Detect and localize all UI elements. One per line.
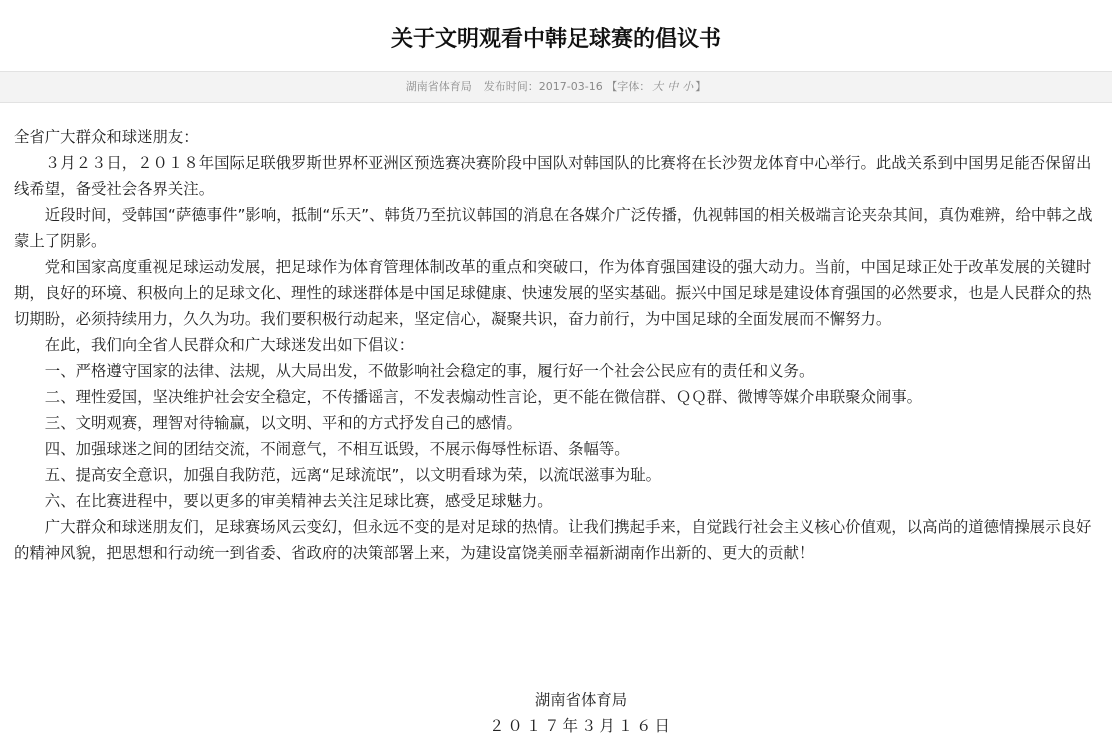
proposal-item: 五、提高安全意识，加强自我防范，远离“足球流氓”，以文明看球为荣，以流氓滋事为耻。 bbox=[44, 466, 661, 484]
font-size-control bbox=[606, 80, 706, 93]
proposal-item: 二、理性爱国，坚决维护社会安全稳定，不传播谣言，不发表煽动性言论，更不能在微信群、ＱＱ群、微博等媒介串联聚众闹事。 bbox=[44, 388, 923, 406]
article-meta-bar bbox=[0, 71, 1112, 103]
article-source: 湖南省体育局 bbox=[405, 80, 472, 93]
font-size-large-link[interactable]: 大 bbox=[652, 80, 664, 93]
article-title: 关于文明观看中韩足球赛的倡议书 bbox=[390, 25, 721, 52]
salutation: 全省广大群众和球迷朋友： bbox=[14, 128, 199, 146]
font-size-medium-link[interactable]: 中 bbox=[667, 80, 679, 93]
font-size-open-bracket: 【字体： bbox=[606, 80, 651, 93]
publish-date: 2017-03-16 bbox=[538, 80, 603, 93]
paragraph-policy: 党和国家高度重视足球运动发展，把足球作为体育管理体制改革的重点和突破口，作为体育强国建设的强大动力。当前，中国足球正处于改革发展的关键时期，良好的环境、积极向上的足球文化、理性的球迷群体是中国足球健康、快速发展的坚实基础。振兴中国足球是建设体育强国的必然要求，也是人民群众的热切期盼，必须持续用力，久久为功。我们要积极行动起来，坚定信心，凝聚共识，奋力前行，为中国足球的全面发展而不懈努力。 bbox=[14, 258, 1092, 328]
proposal-item: 三、文明观赛，理智对待输赢，以文明、平和的方式抒发自己的感情。 bbox=[44, 414, 522, 432]
signature-org: 湖南省体育局 bbox=[534, 691, 628, 709]
article-body bbox=[14, 124, 1098, 566]
font-size-small-link[interactable]: 小 bbox=[682, 80, 694, 93]
paragraph-closing: 广大群众和球迷朋友们，足球赛场风云变幻，但永远不变的是对足球的热情。让我们携起手来，自觉践行社会主义核心价值观，以高尚的道德情操展示良好的精神风貌，把思想和行动统一到省委、省政府的决策部署上来，为建设富饶美丽幸福新湖南作出新的、更大的贡献！ bbox=[14, 518, 1092, 562]
font-size-close-bracket: 】 bbox=[695, 80, 707, 93]
proposal-item: 一、严格遵守国家的法律、法规，从大局出发，不做影响社会稳定的事，履行好一个社会公民应有的责任和义务。 bbox=[44, 362, 815, 380]
paragraph-call: 在此，我们向全省人民群众和广大球迷发出如下倡议： bbox=[44, 336, 415, 354]
paragraph-intro: ３月２３日，２０１８年国际足联俄罗斯世界杯亚洲区预选赛决赛阶段中国队对韩国队的比赛将在长沙贺龙体育中心举行。此战关系到中国男足能否保留出线希望，备受社会各界关注。 bbox=[14, 154, 1092, 198]
signature-date: ２０１７年３月１６日 bbox=[489, 717, 673, 735]
publish-label: 发布时间： bbox=[483, 80, 539, 93]
paragraph-background: 近段时间，受韩国“萨德事件”影响，抵制“乐天”、韩货乃至抗议韩国的消息在各媒介广泛传播，仇视韩国的相关极端言论夹杂其间，真伪难辨，给中韩之战蒙上了阴影。 bbox=[14, 206, 1093, 250]
signature-block bbox=[0, 687, 1112, 739]
proposal-item: 四、加强球迷之间的团结交流，不闹意气，不相互诋毁，不展示侮辱性标语、条幅等。 bbox=[44, 440, 630, 458]
proposal-item: 六、在比赛进程中，要以更多的审美精神去关注足球比赛，感受足球魅力。 bbox=[44, 492, 553, 510]
